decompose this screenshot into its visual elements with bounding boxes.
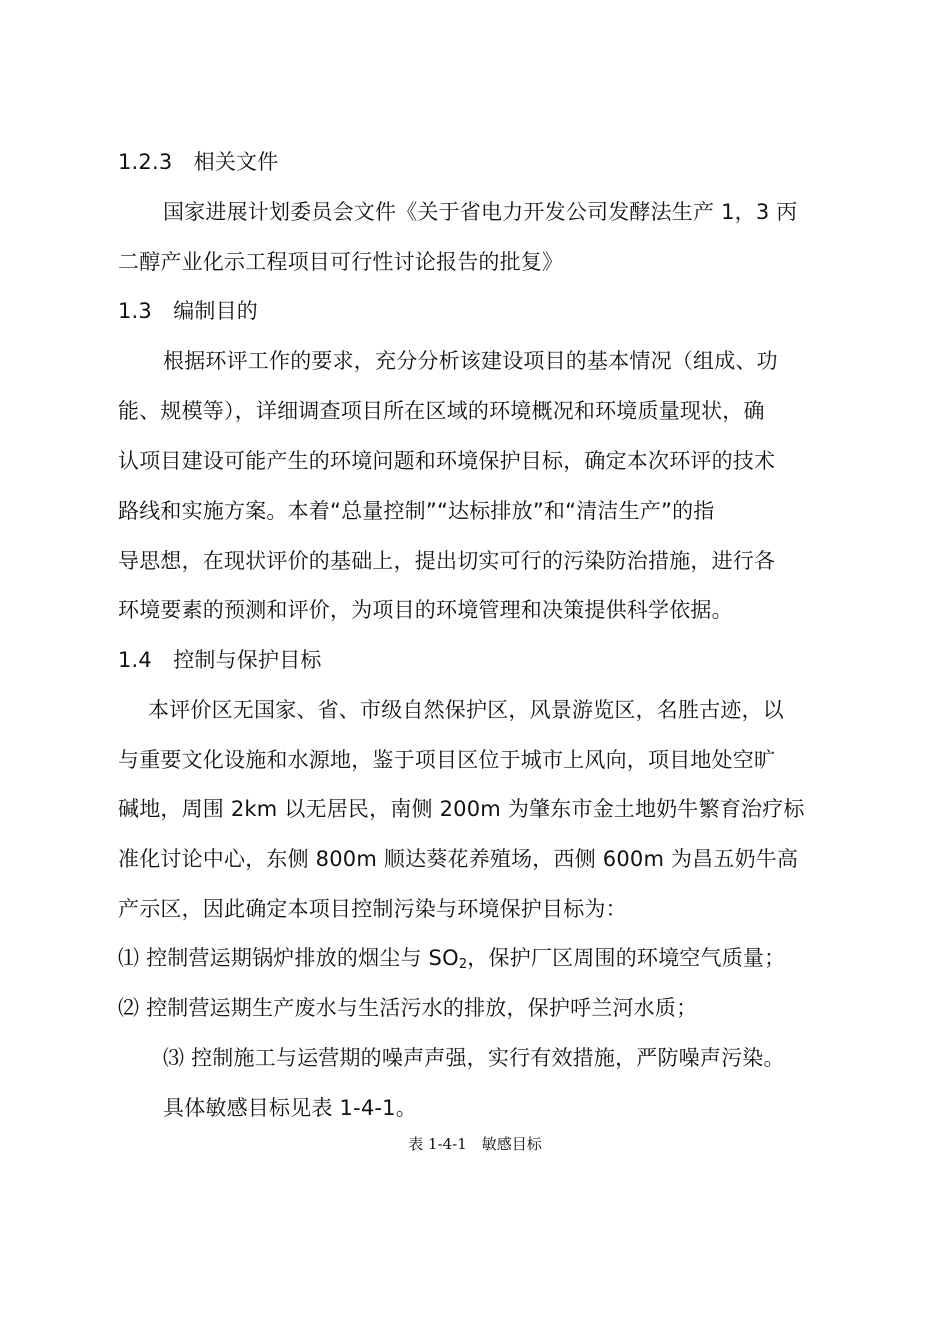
paragraph-line: 根据环评工作的要求，充分分析该建设项目的基本情况（组成、功	[163, 349, 778, 373]
paragraph-line: 与重要文化设施和水源地，鉴于项目区位于城市上风向，项目地处空旷	[118, 748, 776, 772]
subscript-2: 2	[458, 957, 468, 972]
section-heading-1-4: 1.4 控制与保护目标	[118, 648, 322, 672]
list-item-1-text: ⑴ 控制营运期锅炉排放的烟尘与 SO	[118, 946, 459, 970]
list-item-1-text-end: ，保护厂区周围的环境空气质量；	[467, 946, 786, 970]
table-caption: 表 1-4-1 敏感目标	[408, 1135, 542, 1153]
paragraph-line: 导思想，在现状评价的基础上，提出切实可行的污染防治措施，进行各	[118, 549, 776, 573]
paragraph-line: 环境要素的预测和评价，为项目的环境管理和决策提供科学依据。	[118, 598, 733, 622]
paragraph-line: 产示区，因此确定本项目控制污染与环境保护目标为：	[118, 897, 627, 921]
paragraph-line: 本评价区无国家、省、市级自然保护区，风景游览区，名胜古迹，以	[148, 698, 784, 722]
list-item-1	[118, 943, 785, 977]
paragraph-line: 碱地，周围 2km 以无居民，南侧 200m 为肇东市金土地奶牛繁育治疗标	[118, 797, 805, 821]
paragraph-line: 二醇产业化示工程项目可行性讨论报告的批复》	[118, 250, 564, 274]
section-heading-1-3: 1.3 编制目的	[118, 299, 258, 323]
table-reference: 具体敏感目标见表 1-4-1。	[163, 1096, 417, 1120]
paragraph-line: 路线和实施方案。本着“总量控制”“达标排放”和“清洁生产”的指	[118, 499, 715, 523]
paragraph-line: 准化讨论中心，东侧 800m 顺达葵花养殖场，西侧 600m 为昌五奶牛高	[118, 847, 799, 871]
paragraph-line: 认项目建设可能产生的环境问题和环境保护目标，确定本次环评的技术	[118, 449, 776, 473]
list-item-3: ⑶ 控制施工与运营期的噪声声强，实行有效措施，严防噪声污染。	[163, 1046, 785, 1070]
paragraph-line: 国家进展计划委员会文件《关于省电力开发公司发酵法生产 1，3 丙	[163, 200, 798, 224]
section-heading-1-2-3: 1.2.3 相关文件	[118, 150, 279, 174]
list-item-2: ⑵ 控制营运期生产废水与生活污水的排放，保护呼兰河水质；	[118, 996, 698, 1020]
paragraph-line: 能、规模等），详细调查项目所在区域的环境概况和环境质量现状，确	[118, 399, 765, 423]
